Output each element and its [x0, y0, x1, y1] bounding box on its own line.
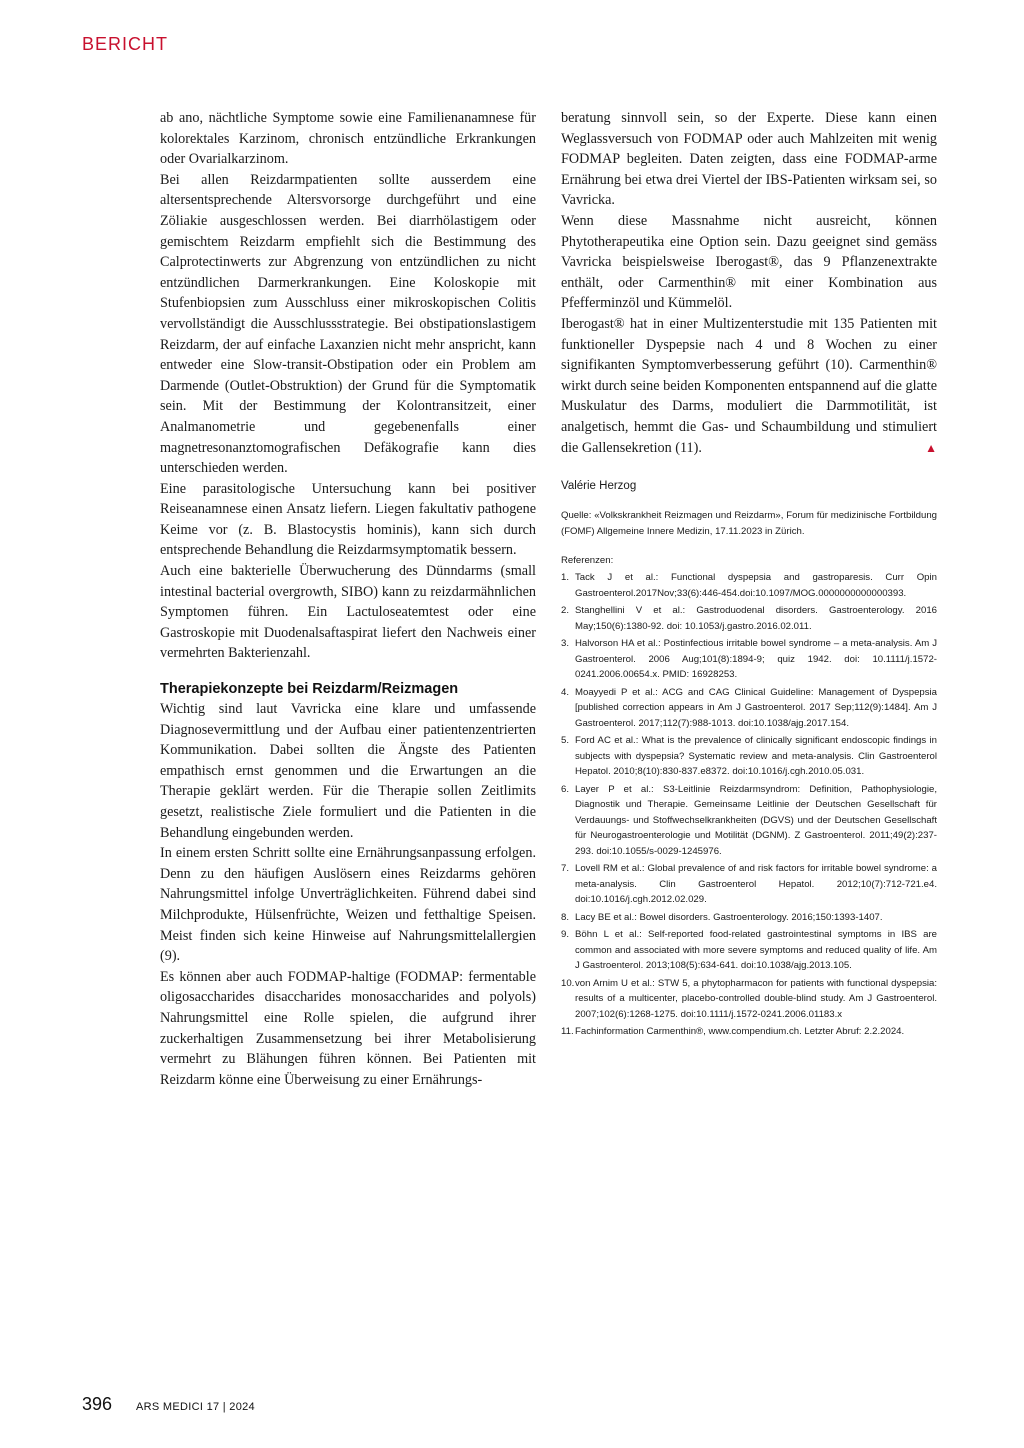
reference-number: 1. — [561, 572, 570, 584]
reference-item — [561, 570, 937, 601]
page-number: 396 — [82, 1394, 113, 1414]
reference-number: 2. — [561, 605, 570, 617]
reference-text: Tack J et al.: Functional dyspepsia and gastroparesis. Curr Opin Gastroenterol.2017Nov;33(6):446-454.doi:10.1097/MOG.0000000000000393. — [575, 572, 937, 599]
reference-number: 4. — [561, 686, 570, 698]
reference-number: 10. — [561, 977, 575, 989]
section-label: BERICHT — [82, 34, 169, 54]
body-paragraph: Wenn diese Massnahme nicht ausreicht, können Phytotherapeutika eine Option sein. Dazu geeignet sind gemäss Vavricka beispielsweise Iberogast®, das 9 Pflanzenextrakte enthält, oder Carmenthin® mit einer Kombination aus Pfefferminzöl und Kümmelöl. — [561, 212, 937, 312]
reference-text: Böhn L et al.: Self-reported food-related gastrointestinal symptoms in IBS are common and associated with more severe symptoms and reduced quality of life. Am J Gastroenterol. 2013;108(5):634-641. doi:10.1038/ajg.2013.105. — [575, 929, 937, 972]
body-paragraph: Es können aber auch FODMAP-haltige (FODMAP: fermentable oligosaccharides disaccharides monosaccharides and polyols) Nahrungsmittel eine Rolle spielen, die aufgrund ihrer zuckerhaltigen Zusammensetzung bei ihrer Metabolisierung vermehrt zu Blähungen führen können. Bei Patienten mit Reizdarm könne eine Überweisung zu einer Ernährungs- — [160, 968, 536, 1088]
reference-item — [561, 976, 937, 1023]
reference-text: Fachinformation Carmenthin®, www.compendium.ch. Letzter Abruf: 2.2.2024. — [575, 1026, 905, 1038]
reference-item — [561, 636, 937, 683]
body-paragraph: Eine parasitologische Untersuchung kann bei positiver Reiseanamnese einen Ansatz liefern. Liegen fakultativ pathogene Keime vor (z. B. Blastocystis hominis), kann sich durch entsprechende Behandlung die Reizdarmsymptomatik bessern. — [160, 480, 536, 559]
section-heading: Therapiekonzepte bei Reizdarm/Reizmagen — [160, 681, 459, 698]
reference-number: 5. — [561, 735, 570, 747]
reference-text: Lacy BE et al.: Bowel disorders. Gastroenterology. 2016;150:1393-1407. — [575, 911, 883, 923]
body-paragraph: Bei allen Reizdarmpatienten sollte ausserdem eine altersentsprechende Altersvorsorge durchgeführt und eine Zöliakie ausgeschlossen werden. Bei diarrhölastigem oder gemischtem Reizdarm empfiehlt sich die Bestimmung des Calprotectinwerts zur Abgrenzung von entzündlichen zu nicht entzündlichen Darmerkrankungen. Eine Koloskopie mit Stufenbiopsien zum Ausschluss einer mikroskopischen Colitis vervollständigt die Ausschlussstrategie. Bei obstipationslastigem Reizdarm, der auf einfache Laxanzien nicht mehr anspricht, kann entweder eine Slow-transit-Obstipation oder ein Problem am Darmende (Outlet-Obstruktion) der Grund für die Symptomatik sein. Mit der Bestimmung der Kolontransitzeit, einer Analmanometrie und gegebenenfalls einer magnetresonanztomografischen Defäkografie kann dies unterschieden werden. — [160, 171, 536, 477]
reference-number: 3. — [561, 638, 570, 650]
body-paragraph: Auch eine bakterielle Überwucherung des Dünndarms (small intestinal bacterial overgrowth, SIBO) kann zu reizdarmähnlichen Symptomen führen. Ein Lactuloseatemtest oder eine Gastroskopie mit Duodenalsaftaspirat liefert den Nachweis einer vermehrten Bakterienzahl. — [160, 563, 536, 662]
body-paragraph: beratung sinnvoll sein, so der Experte. Diese kann einen Weglassversuch von FODMAP oder auch Mahlzeiten mit wenig FODMAP begleiten. Daten zeigten, dass eine FODMAP-arme Ernährung bei etwa drei Viertel der IBS-Patienten wirksam sei, so Vavricka. — [561, 110, 937, 209]
references-list — [561, 570, 937, 1040]
journal-issue: ARS MEDICI 17 | 2024 — [136, 1401, 255, 1413]
reference-number: 8. — [561, 911, 570, 923]
page-footer — [82, 1394, 255, 1415]
reference-text: Ford AC et al.: What is the prevalence of clinically significant endoscopic findings in subjects with dyspepsia? Systematic review and meta-analysis. Clin Gastroenterol Hepatol. 2010;8(10):830-837.e8372. doi:10.1016/j.cgh.2010.05.031. — [575, 735, 937, 778]
reference-text: Moayyedi P et al.: ACG and CAG Clinical Guideline: Management of Dyspepsia [published correction appears in Am J Gastroenterol. 2017 Sep;112(9):1484]. Am J Gastroenterol. 2017;112(7):988-1013. doi:10.1038/ajg.2017.154. — [575, 686, 937, 729]
end-of-article-icon: ▲ — [925, 440, 937, 455]
author-name: Valérie Herzog — [561, 480, 637, 493]
reference-item — [561, 685, 937, 732]
reference-number: 11. — [561, 1026, 574, 1038]
reference-number: 7. — [561, 863, 570, 875]
body-paragraph: ab ano, nächtliche Symptome sowie eine Familienanamnese für kolorektales Karzinom, chronisch entzündliche Erkrankungen oder Ovarialkarzinom. — [160, 110, 536, 168]
source-note: Quelle: «Volkskrankheit Reizmagen und Reizdarm», Forum für medizinische Fortbildung (FOMF) Allgemeine Innere Medizin, 17.11.2023 in Zürich. — [561, 510, 937, 537]
reference-item — [561, 733, 937, 780]
reference-item — [561, 603, 937, 634]
body-paragraph: In einem ersten Schritt sollte eine Ernährungsanpassung erfolgen. Denn zu den häufigen Auslösern eines Reizdarms gehören Nahrungsmittel infolge Unverträglichkeiten. Führend dabei sind Milchprodukte, Hülsenfrüchte, Weizen und fetthaltige Speisen. Meist finden sich keine Hinweise auf Nahrungsmittelallergien (9). — [160, 845, 536, 965]
left-column — [160, 108, 536, 1090]
reference-number: 9. — [561, 929, 570, 941]
body-paragraph — [561, 314, 937, 458]
reference-item — [561, 910, 937, 926]
body-paragraph: Wichtig sind laut Vavricka eine klare und umfassende Diagnosevermittlung und der Aufbau einer patientenzentrierten Kommunikation. Dabei sollten die Ängste des Patienten empathisch ernst genommen und die Erwartungen an die Therapie geklärt werden. Für die Therapie sollen Zeitlimits gesetzt, realistische Ziele formuliert und die Patienten in die Behandlung eingebunden werden. — [160, 701, 536, 841]
reference-text: Layer P et al.: S3-Leitlinie Reizdarmsyndrom: Definition, Pathophysiologie, Diagnostik und Therapie. Gemeinsame Leitlinie der Deutschen Gesellschaft für Verdauungs- und Stoffwechselkrankheiten (DGVS) und der Deutschen Gesellschaft für Neurogastroenterologie und Motilität (DGNM). Z Gastroenterol. 2011;49(2):237-293. doi:10.1055/s-0029-1245976. — [575, 783, 937, 857]
right-body-text — [561, 108, 937, 458]
reference-text: Stanghellini V et al.: Gastroduodenal disorders. Gastroenterology. 2016 May;150(6):1380-92. doi: 10.1053/j.gastro.2016.02.011. — [575, 605, 937, 632]
reference-text: von Arnim U et al.: STW 5, a phytopharmacon for patients with functional dyspepsia: results of a multicenter, placebo-controlled double-blind study. Am J Gastroenterol. 2007;102(6):1268-1275. doi:10.1111/j.1572-0241.2006.01183.x — [575, 977, 937, 1020]
body-paragraph-text: Iberogast® hat in einer Multizenterstudie mit 135 Patienten mit funktioneller Dyspepsie nach 4 und 8 Wochen zu einer signifikanten Symptomverbesserung geführt (10). Carmenthin® wirkt durch seine beiden Komponenten entspannend auf die glatte Muskulatur des Darms, moduliert die Darmmotilität, ist analgetisch, hemmt die Gas- und Schaumbildung und stimuliert die Gallensekretion (11). — [561, 315, 937, 456]
reference-item — [561, 1024, 937, 1040]
reference-number: 6. — [561, 783, 570, 795]
reference-item — [561, 782, 937, 860]
reference-item — [561, 861, 937, 908]
right-column — [561, 108, 937, 1042]
reference-text: Lovell RM et al.: Global prevalence of and risk factors for irritable bowel syndrome: a meta-analysis. Clin Gastroenterol Hepatol. 2012;10(7):712-721.e4. doi:10.1016/j.cgh.2012.02.029. — [575, 863, 937, 906]
reference-item — [561, 927, 937, 974]
references-title: Referenzen: — [561, 555, 614, 567]
reference-text: Halvorson HA et al.: Postinfectious irritable bowel syndrome – a meta-analysis. Am J Gastroenterol. 2006 Aug;101(8):1894-9; quiz 1942. doi: 10.1111/j.1572-0241.2006.00654.x. PMID: 16928253. — [575, 638, 937, 681]
